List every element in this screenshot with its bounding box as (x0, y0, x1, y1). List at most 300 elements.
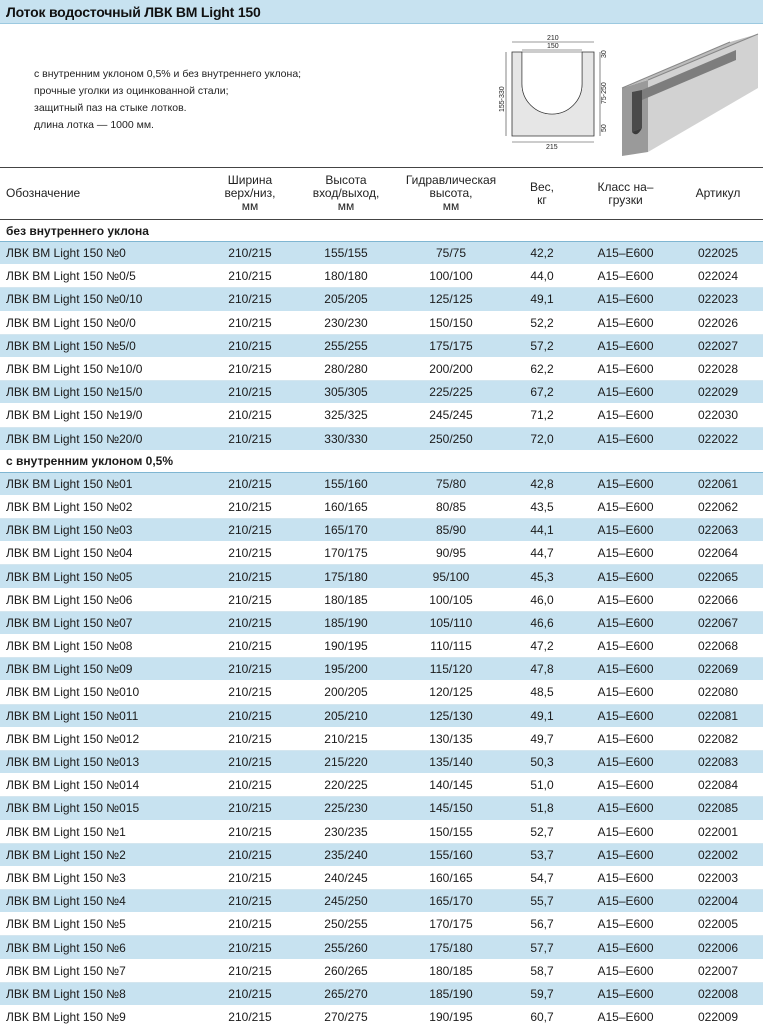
table-cell: 54,7 (506, 866, 578, 889)
table-cell: 49,1 (506, 288, 578, 311)
table-cell: 022063 (673, 519, 763, 542)
table-cell: 67,2 (506, 381, 578, 404)
table-cell: A15–E600 (578, 936, 673, 959)
table-cell: 120/125 (396, 681, 506, 704)
dim-top-width: 210 (547, 35, 559, 42)
table-cell: 230/235 (296, 820, 396, 843)
table-cell: 022082 (673, 727, 763, 750)
table-cell: 125/125 (396, 288, 506, 311)
dim-left-height: 155-330 (499, 86, 506, 112)
table-row (0, 820, 763, 843)
table-cell: 190/195 (396, 1006, 506, 1024)
table-cell: 150/155 (396, 820, 506, 843)
table-cell: 155/160 (396, 843, 506, 866)
table-body (0, 220, 763, 1024)
table-cell: 022067 (673, 611, 763, 634)
table-cell: 200/200 (396, 357, 506, 380)
table-cell: 235/240 (296, 843, 396, 866)
table-cell: 022083 (673, 750, 763, 773)
table-cell: 022006 (673, 936, 763, 959)
table-cell: 105/110 (396, 611, 506, 634)
column-header (296, 168, 396, 220)
table-cell: 145/150 (396, 797, 506, 820)
table-row (0, 936, 763, 959)
column-header-line: вход/выход, (312, 186, 380, 200)
table-cell: 57,7 (506, 936, 578, 959)
table-cell: 44,0 (506, 265, 578, 288)
table-cell: 240/245 (296, 866, 396, 889)
table-cell: ЛВК ВМ Light 150 №20/0 (0, 427, 204, 450)
table-cell: 170/175 (296, 542, 396, 565)
description-line: длина лотка — 1000 мм. (34, 119, 154, 131)
table-cell: 280/280 (296, 357, 396, 380)
column-header-line: Обозначение (6, 186, 81, 200)
table-cell: 210/215 (204, 404, 296, 427)
table-row (0, 381, 763, 404)
section-header-row (0, 220, 763, 242)
table-cell: 255/260 (296, 936, 396, 959)
table-cell: 225/230 (296, 797, 396, 820)
table-cell: 022005 (673, 913, 763, 936)
table-cell: 85/90 (396, 519, 506, 542)
table-cell: A15–E600 (578, 704, 673, 727)
table-cell: 62,2 (506, 357, 578, 380)
description-line: защитный паз на стыке лотков. (34, 102, 187, 114)
table-row (0, 404, 763, 427)
table-cell: A15–E600 (578, 472, 673, 495)
table-cell: 022030 (673, 404, 763, 427)
table-cell: ЛВК ВМ Light 150 №03 (0, 519, 204, 542)
table-cell: 110/115 (396, 635, 506, 658)
table-row (0, 982, 763, 1005)
table-cell: 210/215 (204, 820, 296, 843)
table-cell: 210/215 (204, 704, 296, 727)
table-cell: A15–E600 (578, 866, 673, 889)
table-cell: 60,7 (506, 1006, 578, 1024)
table-cell: 130/135 (396, 727, 506, 750)
table-cell: A15–E600 (578, 658, 673, 681)
table-cell: 022003 (673, 866, 763, 889)
table-cell: 205/210 (296, 704, 396, 727)
table-cell: 42,2 (506, 242, 578, 265)
table-row (0, 681, 763, 704)
specification-table-wrapper (0, 167, 763, 1024)
table-cell: 210/215 (204, 890, 296, 913)
table-cell: 46,0 (506, 588, 578, 611)
table-cell: 210/215 (204, 797, 296, 820)
table-cell: 195/200 (296, 658, 396, 681)
table-cell: 95/100 (396, 565, 506, 588)
table-cell: 75/80 (396, 472, 506, 495)
table-cell: 210/215 (204, 334, 296, 357)
table-cell: 205/205 (296, 288, 396, 311)
table-row (0, 495, 763, 518)
table-cell: 55,7 (506, 890, 578, 913)
column-header-line: Гидравлическая (405, 173, 497, 187)
column-header-line: высота, (429, 186, 473, 200)
table-cell: 150/150 (396, 311, 506, 334)
table-cell: 022080 (673, 681, 763, 704)
table-cell: A15–E600 (578, 797, 673, 820)
table-cell: 245/245 (396, 404, 506, 427)
table-row (0, 843, 763, 866)
column-header (396, 168, 506, 220)
table-row (0, 357, 763, 380)
table-cell: 80/85 (396, 495, 506, 518)
page-title: Лоток водосточный ЛВК ВМ Light 150 (6, 4, 261, 20)
table-cell: 44,1 (506, 519, 578, 542)
table-header-row (0, 168, 763, 220)
table-cell: 140/145 (396, 774, 506, 797)
table-cell: ЛВК ВМ Light 150 №6 (0, 936, 204, 959)
table-cell: 165/170 (396, 890, 506, 913)
table-cell: A15–E600 (578, 288, 673, 311)
table-cell: ЛВК ВМ Light 150 №10/0 (0, 357, 204, 380)
table-cell: ЛВК ВМ Light 150 №013 (0, 750, 204, 773)
table-cell: 210/215 (204, 381, 296, 404)
table-cell: 56,7 (506, 913, 578, 936)
table-cell: 71,2 (506, 404, 578, 427)
table-cell: A15–E600 (578, 774, 673, 797)
column-header-line: мм (442, 199, 460, 213)
table-cell: ЛВК ВМ Light 150 №0/10 (0, 288, 204, 311)
table-cell: 250/250 (396, 427, 506, 450)
specification-table (0, 167, 763, 1024)
table-cell: A15–E600 (578, 750, 673, 773)
table-row (0, 727, 763, 750)
column-header-line: Вес, (529, 179, 554, 194)
table-cell: 48,5 (506, 681, 578, 704)
table-cell: 42,8 (506, 472, 578, 495)
table-cell: A15–E600 (578, 311, 673, 334)
table-cell: 210/215 (204, 357, 296, 380)
table-cell: A15–E600 (578, 1006, 673, 1024)
table-row (0, 959, 763, 982)
table-cell: 160/165 (296, 495, 396, 518)
table-cell: ЛВК ВМ Light 150 №8 (0, 982, 204, 1005)
table-cell: 47,8 (506, 658, 578, 681)
table-cell: 210/215 (204, 565, 296, 588)
table-cell: A15–E600 (578, 334, 673, 357)
table-row (0, 913, 763, 936)
dim-bottom-width: 215 (546, 144, 558, 150)
column-header-line: Класс на– (597, 179, 654, 194)
table-cell: 210/215 (204, 495, 296, 518)
table-cell: 90/95 (396, 542, 506, 565)
table-cell: 022062 (673, 495, 763, 518)
table-cell: 72,0 (506, 427, 578, 450)
table-cell: A15–E600 (578, 820, 673, 843)
table-cell: ЛВК ВМ Light 150 №010 (0, 681, 204, 704)
column-header-line: мм (241, 199, 259, 213)
column-header (204, 168, 296, 220)
table-cell: 180/185 (396, 959, 506, 982)
table-row (0, 519, 763, 542)
table-cell: 210/215 (204, 681, 296, 704)
table-cell: 44,7 (506, 542, 578, 565)
table-cell: 022025 (673, 242, 763, 265)
table-cell: 160/165 (396, 866, 506, 889)
table-cell: ЛВК ВМ Light 150 №1 (0, 820, 204, 843)
table-cell: 265/270 (296, 982, 396, 1005)
table-cell: 255/255 (296, 334, 396, 357)
dim-right-height: 75-250 (601, 82, 608, 104)
table-cell: 210/215 (204, 913, 296, 936)
table-cell: A15–E600 (578, 843, 673, 866)
table-cell: A15–E600 (578, 542, 673, 565)
table-cell: 210/215 (204, 959, 296, 982)
table-cell: 45,3 (506, 565, 578, 588)
table-cell: 210/215 (204, 427, 296, 450)
section-header-row (0, 450, 763, 472)
table-cell: 210/215 (296, 727, 396, 750)
column-header (578, 168, 673, 220)
table-cell: 330/330 (296, 427, 396, 450)
table-cell: ЛВК ВМ Light 150 №5 (0, 913, 204, 936)
table-cell: 165/170 (296, 519, 396, 542)
table-cell: 185/190 (396, 982, 506, 1005)
table-cell: 022064 (673, 542, 763, 565)
table-cell: A15–E600 (578, 242, 673, 265)
table-row (0, 774, 763, 797)
table-cell: 022068 (673, 635, 763, 658)
table-row (0, 265, 763, 288)
table-cell: 230/230 (296, 311, 396, 334)
table-cell: 210/215 (204, 658, 296, 681)
table-cell: 175/175 (396, 334, 506, 357)
table-cell: ЛВК ВМ Light 150 №012 (0, 727, 204, 750)
table-cell: ЛВК ВМ Light 150 №09 (0, 658, 204, 681)
table-row (0, 1006, 763, 1024)
table-cell: A15–E600 (578, 890, 673, 913)
table-cell: 022061 (673, 472, 763, 495)
table-cell: 175/180 (296, 565, 396, 588)
table-cell: ЛВК ВМ Light 150 №06 (0, 588, 204, 611)
table-cell: 022026 (673, 311, 763, 334)
table-cell: 210/215 (204, 936, 296, 959)
table-cell: 210/215 (204, 635, 296, 658)
table-cell: 325/325 (296, 404, 396, 427)
table-cell: 100/105 (396, 588, 506, 611)
column-header-line: верх/низ, (224, 186, 276, 200)
table-cell: 022028 (673, 357, 763, 380)
table-cell: 022004 (673, 890, 763, 913)
table-cell: 210/215 (204, 611, 296, 634)
table-row (0, 542, 763, 565)
table-cell: 250/255 (296, 913, 396, 936)
table-cell: 46,6 (506, 611, 578, 634)
table-cell: 022002 (673, 843, 763, 866)
table-cell: 022022 (673, 427, 763, 450)
table-cell: 57,2 (506, 334, 578, 357)
column-header-line: мм (337, 199, 355, 213)
table-row (0, 890, 763, 913)
table-cell: ЛВК ВМ Light 150 №02 (0, 495, 204, 518)
table-cell: A15–E600 (578, 519, 673, 542)
column-header (506, 168, 578, 220)
table-cell: 210/215 (204, 542, 296, 565)
table-cell: 260/265 (296, 959, 396, 982)
table-cell: 022066 (673, 588, 763, 611)
table-cell: 210/215 (204, 1006, 296, 1024)
table-row (0, 242, 763, 265)
table-cell: 022024 (673, 265, 763, 288)
table-cell: 022085 (673, 797, 763, 820)
table-cell: 47,2 (506, 635, 578, 658)
table-cell: 022029 (673, 381, 763, 404)
table-cell: 51,0 (506, 774, 578, 797)
table-cell: 190/195 (296, 635, 396, 658)
table-cell: 43,5 (506, 495, 578, 518)
table-cell: A15–E600 (578, 611, 673, 634)
table-cell: ЛВК ВМ Light 150 №08 (0, 635, 204, 658)
table-cell: 245/250 (296, 890, 396, 913)
table-cell: 215/220 (296, 750, 396, 773)
table-cell: 210/215 (204, 242, 296, 265)
table-row (0, 472, 763, 495)
table-row (0, 635, 763, 658)
table-cell: 59,7 (506, 982, 578, 1005)
column-header-line: грузки (608, 192, 643, 207)
table-cell: A15–E600 (578, 913, 673, 936)
table-cell: A15–E600 (578, 495, 673, 518)
table-cell: 210/215 (204, 866, 296, 889)
dim-top-right: 30 (601, 50, 608, 58)
table-cell: 022023 (673, 288, 763, 311)
table-cell: A15–E600 (578, 381, 673, 404)
table-row (0, 427, 763, 450)
table-cell: 58,7 (506, 959, 578, 982)
table-row (0, 866, 763, 889)
column-header-line: Ширина (227, 173, 273, 187)
table-cell: 225/225 (396, 381, 506, 404)
table-cell: 185/190 (296, 611, 396, 634)
table-cell: 175/180 (396, 936, 506, 959)
table-cell: 52,2 (506, 311, 578, 334)
table-cell: 75/75 (396, 242, 506, 265)
table-row (0, 334, 763, 357)
table-cell: 155/155 (296, 242, 396, 265)
table-cell: 022081 (673, 704, 763, 727)
table-cell: 210/215 (204, 288, 296, 311)
table-row (0, 658, 763, 681)
product-description (34, 66, 454, 134)
product-image (618, 28, 763, 158)
table-cell: 022069 (673, 658, 763, 681)
table-cell: 50,3 (506, 750, 578, 773)
table-cell: 022027 (673, 334, 763, 357)
table-row (0, 704, 763, 727)
title-bar (0, 0, 763, 24)
table-cell: ЛВК ВМ Light 150 №014 (0, 774, 204, 797)
table-cell: 022007 (673, 959, 763, 982)
table-cell: 210/215 (204, 843, 296, 866)
column-header-line: Артикул (695, 186, 741, 200)
table-cell: A15–E600 (578, 427, 673, 450)
description-line: прочные уголки из оцинкованной стали; (34, 85, 229, 97)
table-cell: 52,7 (506, 820, 578, 843)
table-cell: ЛВК ВМ Light 150 №19/0 (0, 404, 204, 427)
table-cell: ЛВК ВМ Light 150 №2 (0, 843, 204, 866)
table-cell: ЛВК ВМ Light 150 №011 (0, 704, 204, 727)
table-cell: 210/215 (204, 982, 296, 1005)
table-cell: 51,8 (506, 797, 578, 820)
table-cell: ЛВК ВМ Light 150 №0 (0, 242, 204, 265)
table-row (0, 565, 763, 588)
section-label: без внутреннего уклона (0, 220, 763, 242)
table-row (0, 288, 763, 311)
table-cell: 115/120 (396, 658, 506, 681)
table-cell: 49,1 (506, 704, 578, 727)
table-cell: ЛВК ВМ Light 150 №5/0 (0, 334, 204, 357)
table-cell: 210/215 (204, 311, 296, 334)
table-cell: ЛВК ВМ Light 150 №0/5 (0, 265, 204, 288)
table-row (0, 797, 763, 820)
table-cell: 180/180 (296, 265, 396, 288)
table-cell: ЛВК ВМ Light 150 №3 (0, 866, 204, 889)
table-cell: 100/100 (396, 265, 506, 288)
column-header (673, 168, 763, 220)
table-row (0, 311, 763, 334)
table-cell: ЛВК ВМ Light 150 №9 (0, 1006, 204, 1024)
table-cell: 210/215 (204, 519, 296, 542)
dim-inner-width: 150 (547, 43, 559, 50)
table-cell: ЛВК ВМ Light 150 №05 (0, 565, 204, 588)
table-cell: 022009 (673, 1006, 763, 1024)
table-row (0, 750, 763, 773)
table-cell: 220/225 (296, 774, 396, 797)
table-cell: 022001 (673, 820, 763, 843)
table-cell: ЛВК ВМ Light 150 №015 (0, 797, 204, 820)
table-cell: 125/130 (396, 704, 506, 727)
table-cell: 180/185 (296, 588, 396, 611)
table-cell: ЛВК ВМ Light 150 №07 (0, 611, 204, 634)
table-row (0, 588, 763, 611)
dim-bottom-right: 50 (601, 124, 608, 132)
table-cell: A15–E600 (578, 727, 673, 750)
table-cell: A15–E600 (578, 265, 673, 288)
table-cell: ЛВК ВМ Light 150 №01 (0, 472, 204, 495)
table-cell: A15–E600 (578, 681, 673, 704)
column-header-line: Высота (325, 173, 367, 187)
table-cell: ЛВК ВМ Light 150 №0/0 (0, 311, 204, 334)
table-cell: 210/215 (204, 750, 296, 773)
table-cell: A15–E600 (578, 982, 673, 1005)
table-cell: 022008 (673, 982, 763, 1005)
table-cell: 135/140 (396, 750, 506, 773)
table-cell: ЛВК ВМ Light 150 №4 (0, 890, 204, 913)
column-header (0, 168, 204, 220)
table-cell: 210/215 (204, 265, 296, 288)
table-cell: 022084 (673, 774, 763, 797)
table-cell: ЛВК ВМ Light 150 №04 (0, 542, 204, 565)
table-cell: A15–E600 (578, 635, 673, 658)
column-header-line: кг (537, 192, 547, 207)
cross-section-drawing (494, 32, 614, 150)
table-cell: 210/215 (204, 774, 296, 797)
table-cell: A15–E600 (578, 404, 673, 427)
section-label: с внутренним уклоном 0,5% (0, 450, 763, 472)
description-line: с внутренним уклоном 0,5% и без внутреннего уклона; (34, 68, 302, 80)
table-cell: 210/215 (204, 588, 296, 611)
table-cell: 200/205 (296, 681, 396, 704)
table-cell: ЛВК ВМ Light 150 №7 (0, 959, 204, 982)
table-cell: 155/160 (296, 472, 396, 495)
table-cell: 170/175 (396, 913, 506, 936)
table-cell: 022065 (673, 565, 763, 588)
table-cell: 270/275 (296, 1006, 396, 1024)
table-row (0, 611, 763, 634)
